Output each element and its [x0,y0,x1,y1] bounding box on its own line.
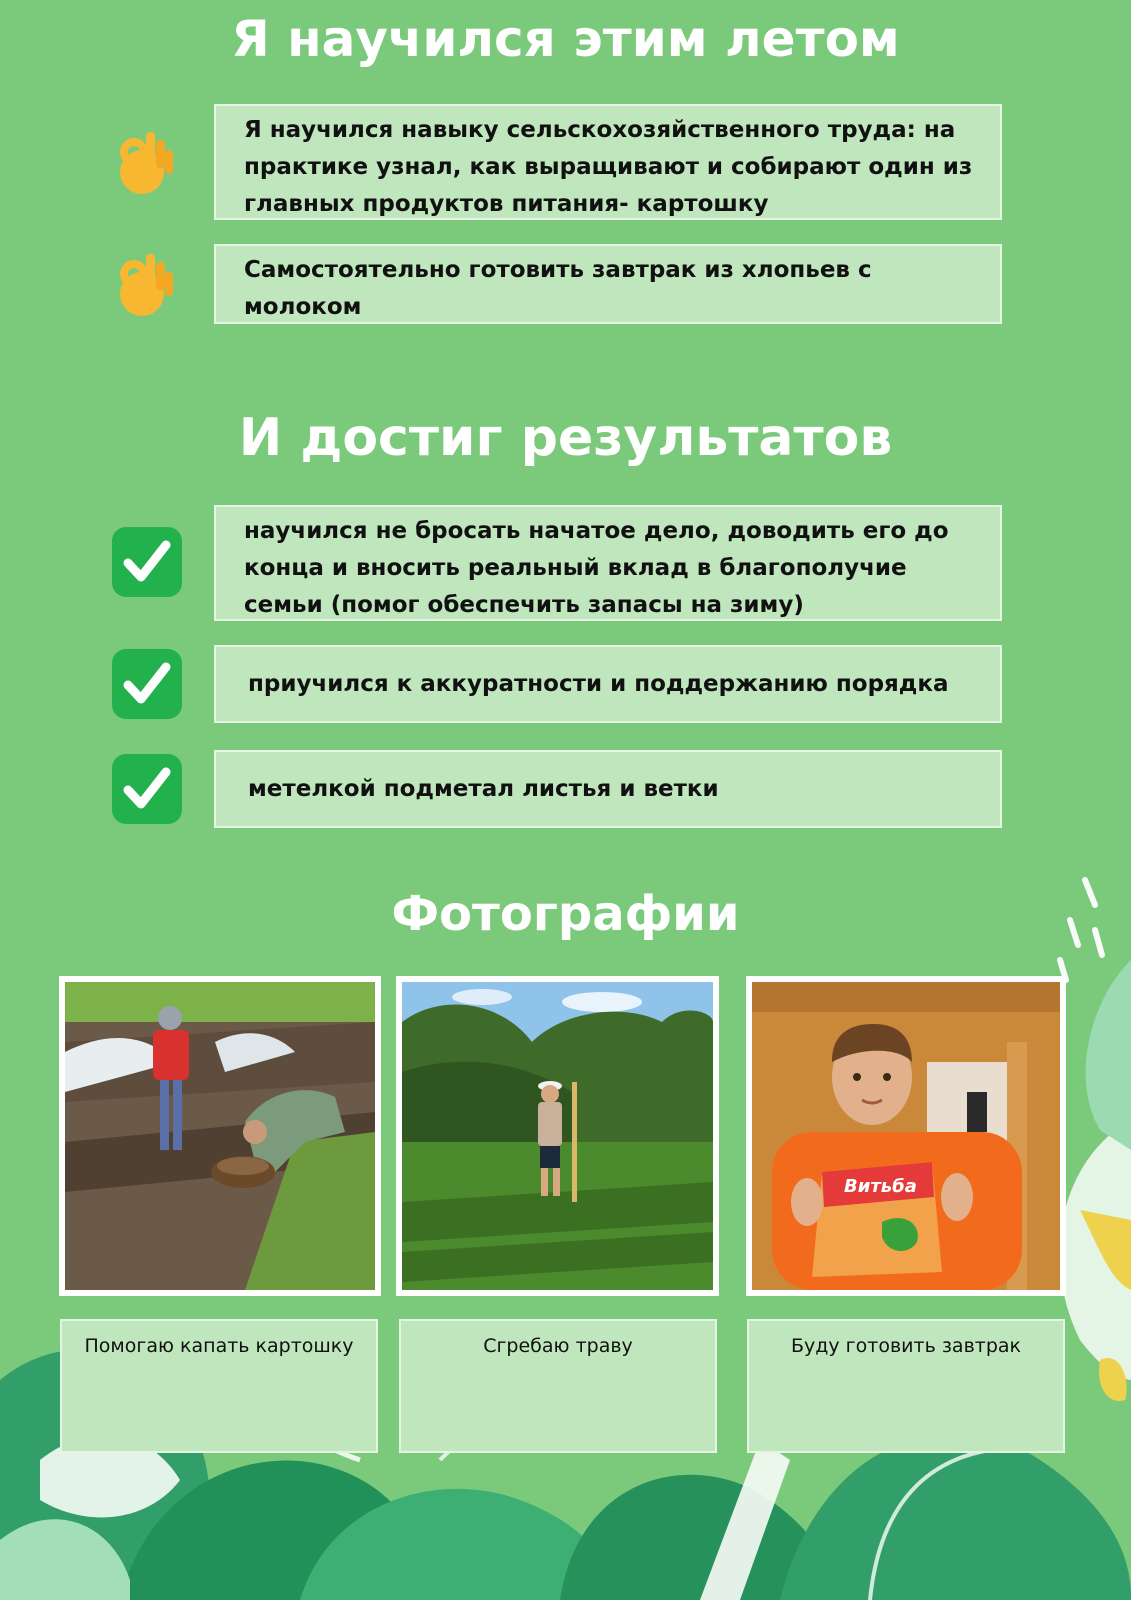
photo-caption: Буду готовить завтрак [747,1319,1065,1453]
breakfast-photo [746,976,1066,1296]
ok-hand-icon [112,248,180,320]
results-heading: И достиг результатов [238,408,893,468]
learned-item-box: Я научился навыку сельскохозяйственного труда: на практике узнал, как выращивают и собирают один из главных продуктов питания- картошку [214,104,1002,220]
result-item-box: научился не бросать начатое дело, доводить его до конца и вносить реальный вклад в благополучие семьи (помог обеспечить запасы на зиму) [214,505,1002,621]
package-label: Витьба [844,1176,917,1197]
check-mark-icon [110,525,184,599]
result-item-box: метелкой подметал листья и ветки [214,750,1002,828]
ok-hand-icon [112,126,180,198]
photo-caption: Сгребаю траву [399,1319,717,1453]
photos-heading: Фотографии [391,886,740,942]
photo-caption: Помогаю капать картошку [60,1319,378,1453]
learned-item-box: Самостоятельно готовить завтрак из хлопьев с молоком [214,244,1002,324]
learned-heading: Я научился этим летом [231,10,900,68]
raking-grass-photo [396,976,719,1296]
result-item-box: приучился к аккуратности и поддержанию порядка [214,645,1002,723]
check-mark-icon [110,647,184,721]
potato-harvest-photo [59,976,381,1296]
check-mark-icon [110,752,184,826]
